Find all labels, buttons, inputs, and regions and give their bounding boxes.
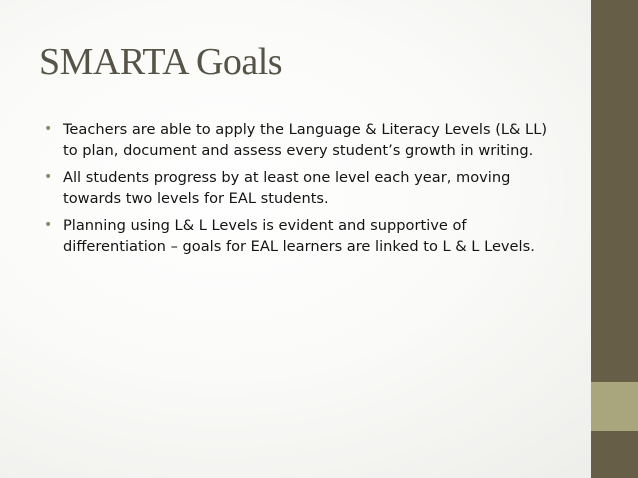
bullet-item (44, 167, 554, 209)
bullet-text: All students progress by at least one level each year, moving towards two levels for EAL students. (63, 169, 511, 207)
slide-title: SMARTA Goals (39, 41, 283, 83)
bullet-text: Planning using L& L Levels is evident and supportive of differentiation – goals for EAL learners are linked to L & L Levels. (63, 217, 535, 255)
bullet-dot-icon: • (44, 169, 53, 185)
bullet-dot-icon: • (44, 121, 53, 137)
bullet-dot-icon: • (44, 217, 53, 233)
bullet-item (44, 215, 554, 257)
bullet-list (44, 119, 554, 263)
bullet-item (44, 119, 554, 161)
side-accent-block (591, 382, 638, 431)
bullet-text: Teachers are able to apply the Language & Literacy Levels (L& LL) to plan, document and assess every student’s growth in writing. (63, 121, 548, 159)
